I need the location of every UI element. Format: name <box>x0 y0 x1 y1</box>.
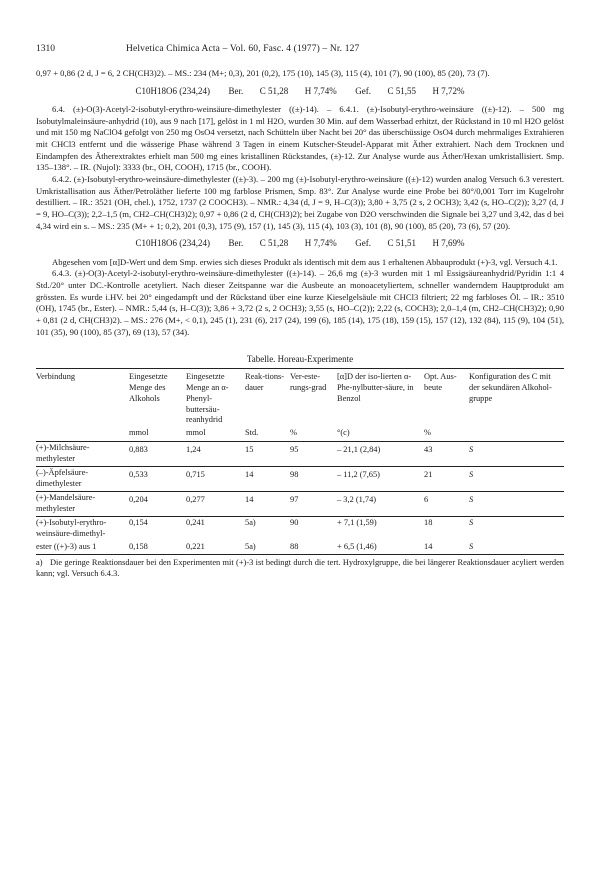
table-header-row <box>36 368 564 428</box>
cell-esterification: 97 <box>290 491 337 516</box>
cell-esterification: 95 <box>290 442 337 467</box>
col-header-configuration: Konfiguration des C mit der sekundären Alkohol-gruppe <box>469 368 564 428</box>
cell-config: S <box>469 516 564 540</box>
found-c: C 51,51 <box>387 238 417 249</box>
cell-config: S <box>469 467 564 492</box>
table-row <box>36 442 564 467</box>
calc-label: Ber. <box>228 238 244 249</box>
unit-cell <box>36 428 129 441</box>
calc-c: C 51,28 <box>259 238 289 249</box>
cell-alcohol: 0,883 <box>129 442 186 467</box>
unit-cell: °(c) <box>337 428 424 441</box>
article-body <box>36 68 564 579</box>
col-header-rotation: [α]D der iso-lierten α-Phe-nylbutter-säure, in Benzol <box>337 368 424 428</box>
cell-time: 14 <box>245 491 290 516</box>
elemental-analysis-2 <box>36 237 564 249</box>
cell-anhydride: 0,241 <box>186 516 245 540</box>
cell-compound: (+)-Isobutyl-erythro-weinsäure-dimethyl- <box>36 516 129 540</box>
unit-cell: Std. <box>245 428 290 441</box>
col-header-optical-yield: Opt. Aus-beute <box>424 368 469 428</box>
cell-time: 5a) <box>245 516 290 540</box>
formula: C10H18O6 (234,24) <box>135 85 210 96</box>
table-row <box>36 541 564 554</box>
cell-alcohol: 0,154 <box>129 516 186 540</box>
col-header-reaction-time: Reak-tions-dauer <box>245 368 290 428</box>
col-header-alcohol-amount: Eingesetzte Menge des Alkohols <box>129 368 186 428</box>
found-label: Gef. <box>355 85 371 96</box>
cell-anhydride: 0,715 <box>186 467 245 492</box>
horeau-table <box>36 368 564 555</box>
running-header <box>36 43 564 57</box>
page-number: 1310 <box>36 44 55 54</box>
cell-compound: (+)-Milchsäure-methylester <box>36 442 129 467</box>
paragraph-ms-continuation: 0,97 + 0,86 (2 d, J = 6, 2 CH(CH3)2). – MS.: 234 (M+; 0,3), 201 (0,2), 175 (10), 145 (3), 115 (4), 101 (7), 90 (100), 85 (20), 73 (7). <box>36 68 490 78</box>
paragraph-6-4-2: 6.4.2. (±)-Isobutyl-erythro-weinsäure-dimethylester ((±)-3). – 200 mg (±)-Isobutyl-erythro-weinsäure ((±)-12) wurden analog Versuch 6.3 verestert. Umkristallisation aus Äther/Petroläther lieferte 100 mg farblose Prismen, Smp. 83°. Zur Analyse wurde eine Probe bei 80°/0,001 Torr im Kugelrohr destilliert. – IR.: 3521 (OH, chel.), 1752, 1737 (2 COOCH3). – NMR.: 4,34 (d, J = 9, H–C(3)); 3,80 + 3,75 (2 s, 2 OCH3); 3,42 (s, HO–C(2)); 3,27 (d, J = 9, HO–C(3)); 2,2–1,5 (m, CH2–CH(CH3)2); 0,97 + 0,86 (2 d, CH(CH3)2); bei Zugabe von D2O verschwinden die Signale bei 3,27 und 3,42, das d bei 4,34 wird ein s. – MS.: 235 (M+ + 1; 0,2), 201 (0,3), 175 (9), 157 (1), 145 (3), 115 (4), 103 (3), 101 (8), 90 (100), 85 (20), 73 (6), 57 (20). <box>36 174 564 231</box>
cell-anhydride: 1,24 <box>186 442 245 467</box>
cell-config: S <box>469 491 564 516</box>
cell-rotation: – 21,1 (2,84) <box>337 442 424 467</box>
unit-cell: mmol <box>186 428 245 441</box>
elemental-analysis-1 <box>36 85 564 97</box>
cell-yield: 6 <box>424 491 469 516</box>
table-row <box>36 516 564 540</box>
cell-yield: 21 <box>424 467 469 492</box>
cell-config: S <box>469 442 564 467</box>
found-h: H 7,69% <box>432 238 465 249</box>
cell-alcohol: 0,158 <box>129 541 186 554</box>
table-units-row <box>36 428 564 441</box>
cell-yield: 14 <box>424 541 469 554</box>
col-header-anhydride-amount: Eingesetzte Menge an α-Phenyl-buttersäu-reanhydrid <box>186 368 245 428</box>
cell-time: 15 <box>245 442 290 467</box>
col-header-compound: Verbindung <box>36 368 129 428</box>
paragraph-identity: Abgesehen vom [α]D-Wert und dem Smp. erwies sich dieses Produkt als identisch mit dem aus 1 erhaltenen Abbauprodukt (+)-3, vgl. Versuch 4.1. <box>52 256 558 267</box>
table-row <box>36 491 564 516</box>
unit-cell: % <box>290 428 337 441</box>
footnote-mark: a) <box>36 557 43 567</box>
table-row <box>36 467 564 492</box>
cell-rotation: – 11,2 (7,65) <box>337 467 424 492</box>
cell-config: S <box>469 541 564 554</box>
unit-cell: mmol <box>129 428 186 441</box>
cell-esterification: 98 <box>290 467 337 492</box>
cell-anhydride: 0,221 <box>186 541 245 554</box>
found-c: C 51,55 <box>387 85 417 96</box>
cell-esterification: 88 <box>290 541 337 554</box>
table-caption: Tabelle. Horeau-Experimente <box>246 353 354 364</box>
found-h: H 7,72% <box>432 85 465 96</box>
cell-esterification: 90 <box>290 516 337 540</box>
cell-rotation: + 7,1 (1,59) <box>337 516 424 540</box>
cell-rotation: + 6,5 (1,46) <box>337 541 424 554</box>
cell-yield: 18 <box>424 516 469 540</box>
unit-cell <box>469 428 564 441</box>
cell-alcohol: 0,533 <box>129 467 186 492</box>
cell-alcohol: 0,204 <box>129 491 186 516</box>
calc-h: H 7,74% <box>304 238 337 249</box>
paragraph-6-4-3: 6.4.3. (±)-O(3)-Acetyl-2-isobutyl-erythro-weinsäure-dimethylester ((±)-14). – 26,6 mg (±)-3 wurden mit 1 ml Essigsäureanhydrid/Pyridin 1:1 4 Std./20° unter DC.-Kontrolle acetyliert. Nach dieser Zeitspanne war die Ausbeute an monoacetyliertem, schneller wanderndem Hauptprodukt am grössten. Es wurde i.HV. bei 20° eingedampft und der Rückstand über eine kurze Kieselgelsäule mit CHCl3 filtriert; 22 mg farbloses Öl. – IR.: 3510 (OH), 1745 (br., Ester). – NMR.: 5,44 (s, H–C(3)); 3,86 + 3,72 (2 s, 2 OCH3); 3,55 (s, HO–C(2)); 2,22 (s, COCH3); 2,0–1,4 (m, CH2–CH(CH3)2); 0,90 + 0,81 (2 d, CH(CH3)2). – MS.: 276 (M+, < 0,1), 245 (1), 231 (6), 217 (24), 199 (6), 185 (14), 175 (18), 159 (15), 157 (12), 132 (84), 115 (9), 104 (51), 101 (35), 90 (100), 85 (37), 69 (13), 57 (34). <box>36 268 564 337</box>
cell-time: 5a) <box>245 541 290 554</box>
cell-compound: (+)-Mandelsäure-methylester <box>36 491 129 516</box>
cell-compound: ester ((+)-3) aus 1 <box>36 541 129 554</box>
calc-h: H 7,74% <box>304 85 337 96</box>
col-header-esterification: Ver-este-rungs-grad <box>290 368 337 428</box>
running-title: Helvetica Chimica Acta – Vol. 60, Fasc. 4 (1977) – Nr. 127 <box>126 44 360 54</box>
calc-c: C 51,28 <box>259 85 289 96</box>
paragraph-6-4-1: 6.4. (±)-O(3)-Acetyl-2-isobutyl-erythro-weinsäure-dimethylester ((±)-14). – 6.4.1. (±)-Isobutyl-erythro-weinsäure ((±)-12). – 500 mg Isobutylmaleinsäure-anhydrid (10), aus 9 nach [17], gelöst in 1 ml H2O, wurden 30 Min. auf dem Wasserbad erhitzt, der Rückstand in 10 ml H2O gelöst und mit 150 mg NaClO4 gefolgt von 250 mg OsO4 versetzt, nach Schütteln über Nacht bei 20° das überschüssige OsO4 durch mehrmaliges Extrahieren mit CHCl3 entfernt und die wässerige Phase während 3 Tagen in einem Kutscher-Steudel-Apparat mit Äther extrahiert. Nach dem Trocknen und Eindampfen des Ätherextraktes erhielt man 500 mg eines kristallinen Rückstandes, (±)-12. Zur Analyse wurde aus Äther/Hexan umkristallisiert. Smp. 135–138°. – IR. (Nujol): 3333 (br., OH, COOH), 1715 (br., COOH). <box>36 103 564 173</box>
cell-yield: 43 <box>424 442 469 467</box>
unit-cell: % <box>424 428 469 441</box>
cell-anhydride: 0,277 <box>186 491 245 516</box>
cell-time: 14 <box>245 467 290 492</box>
found-label: Gef. <box>355 238 371 249</box>
cell-rotation: – 3,2 (1,74) <box>337 491 424 516</box>
footnote-text: Die geringe Reaktionsdauer bei den Experimenten mit (+)-3 ist bedingt durch die tert. Hydroxylgruppe, die bei längerer Reaktionsdauer acyliert werden kann; vgl. Versuch 6.4.3. <box>36 557 564 579</box>
calc-label: Ber. <box>228 85 244 96</box>
formula: C10H18O6 (234,24) <box>135 238 210 249</box>
cell-compound: (–)-Äpfelsäure-dimethylester <box>36 467 129 492</box>
table-footnote <box>36 557 564 580</box>
